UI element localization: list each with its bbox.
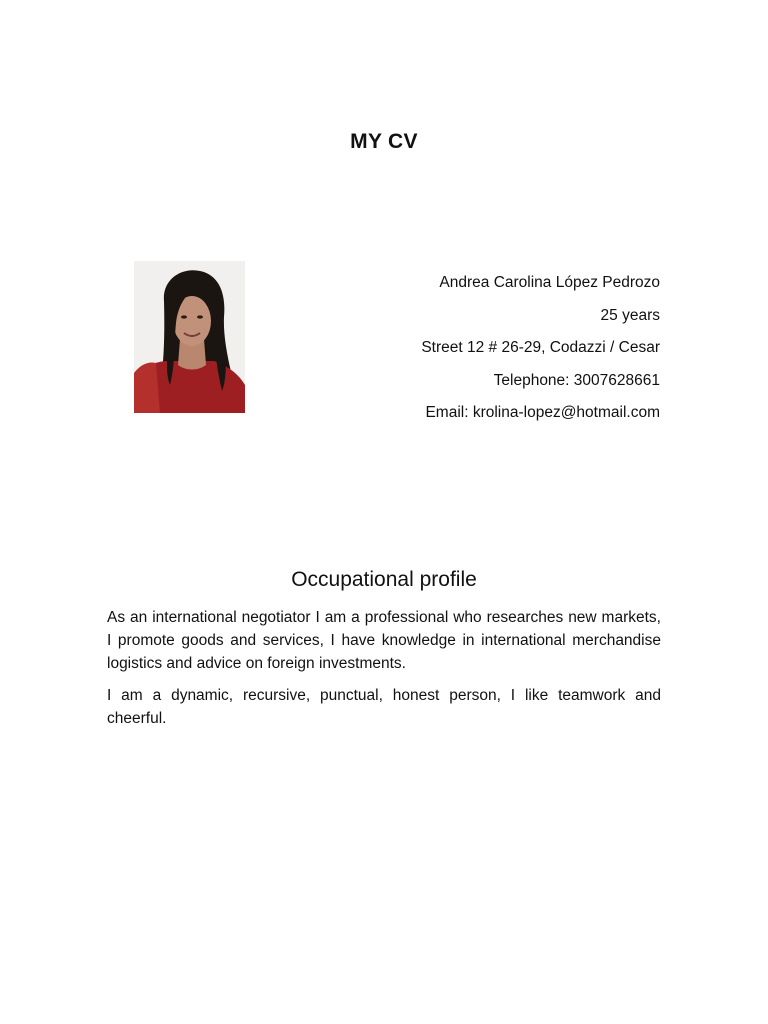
person-telephone: Telephone: 3007628661 xyxy=(493,371,660,389)
profile-body xyxy=(107,606,661,739)
profile-paragraph: I am a dynamic, recursive, punctual, honest person, I like teamwork and cheerful. xyxy=(107,687,661,727)
personal-info xyxy=(421,272,660,435)
page-title: MY CV xyxy=(350,130,418,153)
profile-heading: Occupational profile xyxy=(291,568,477,591)
person-email: Email: krolina-lopez@hotmail.com xyxy=(425,404,660,421)
profile-paragraph: As an international negotiator I am a professional who researches new markets, I promote goods and services, I have knowledge in international merchandise logistics and advice on foreign investments. xyxy=(107,609,661,672)
profile-photo xyxy=(134,261,245,413)
person-name: Andrea Carolina López Pedrozo xyxy=(439,274,660,291)
person-address: Street 12 # 26-29, Codazzi / Cesar xyxy=(421,339,660,356)
person-age: 25 years xyxy=(600,306,660,324)
